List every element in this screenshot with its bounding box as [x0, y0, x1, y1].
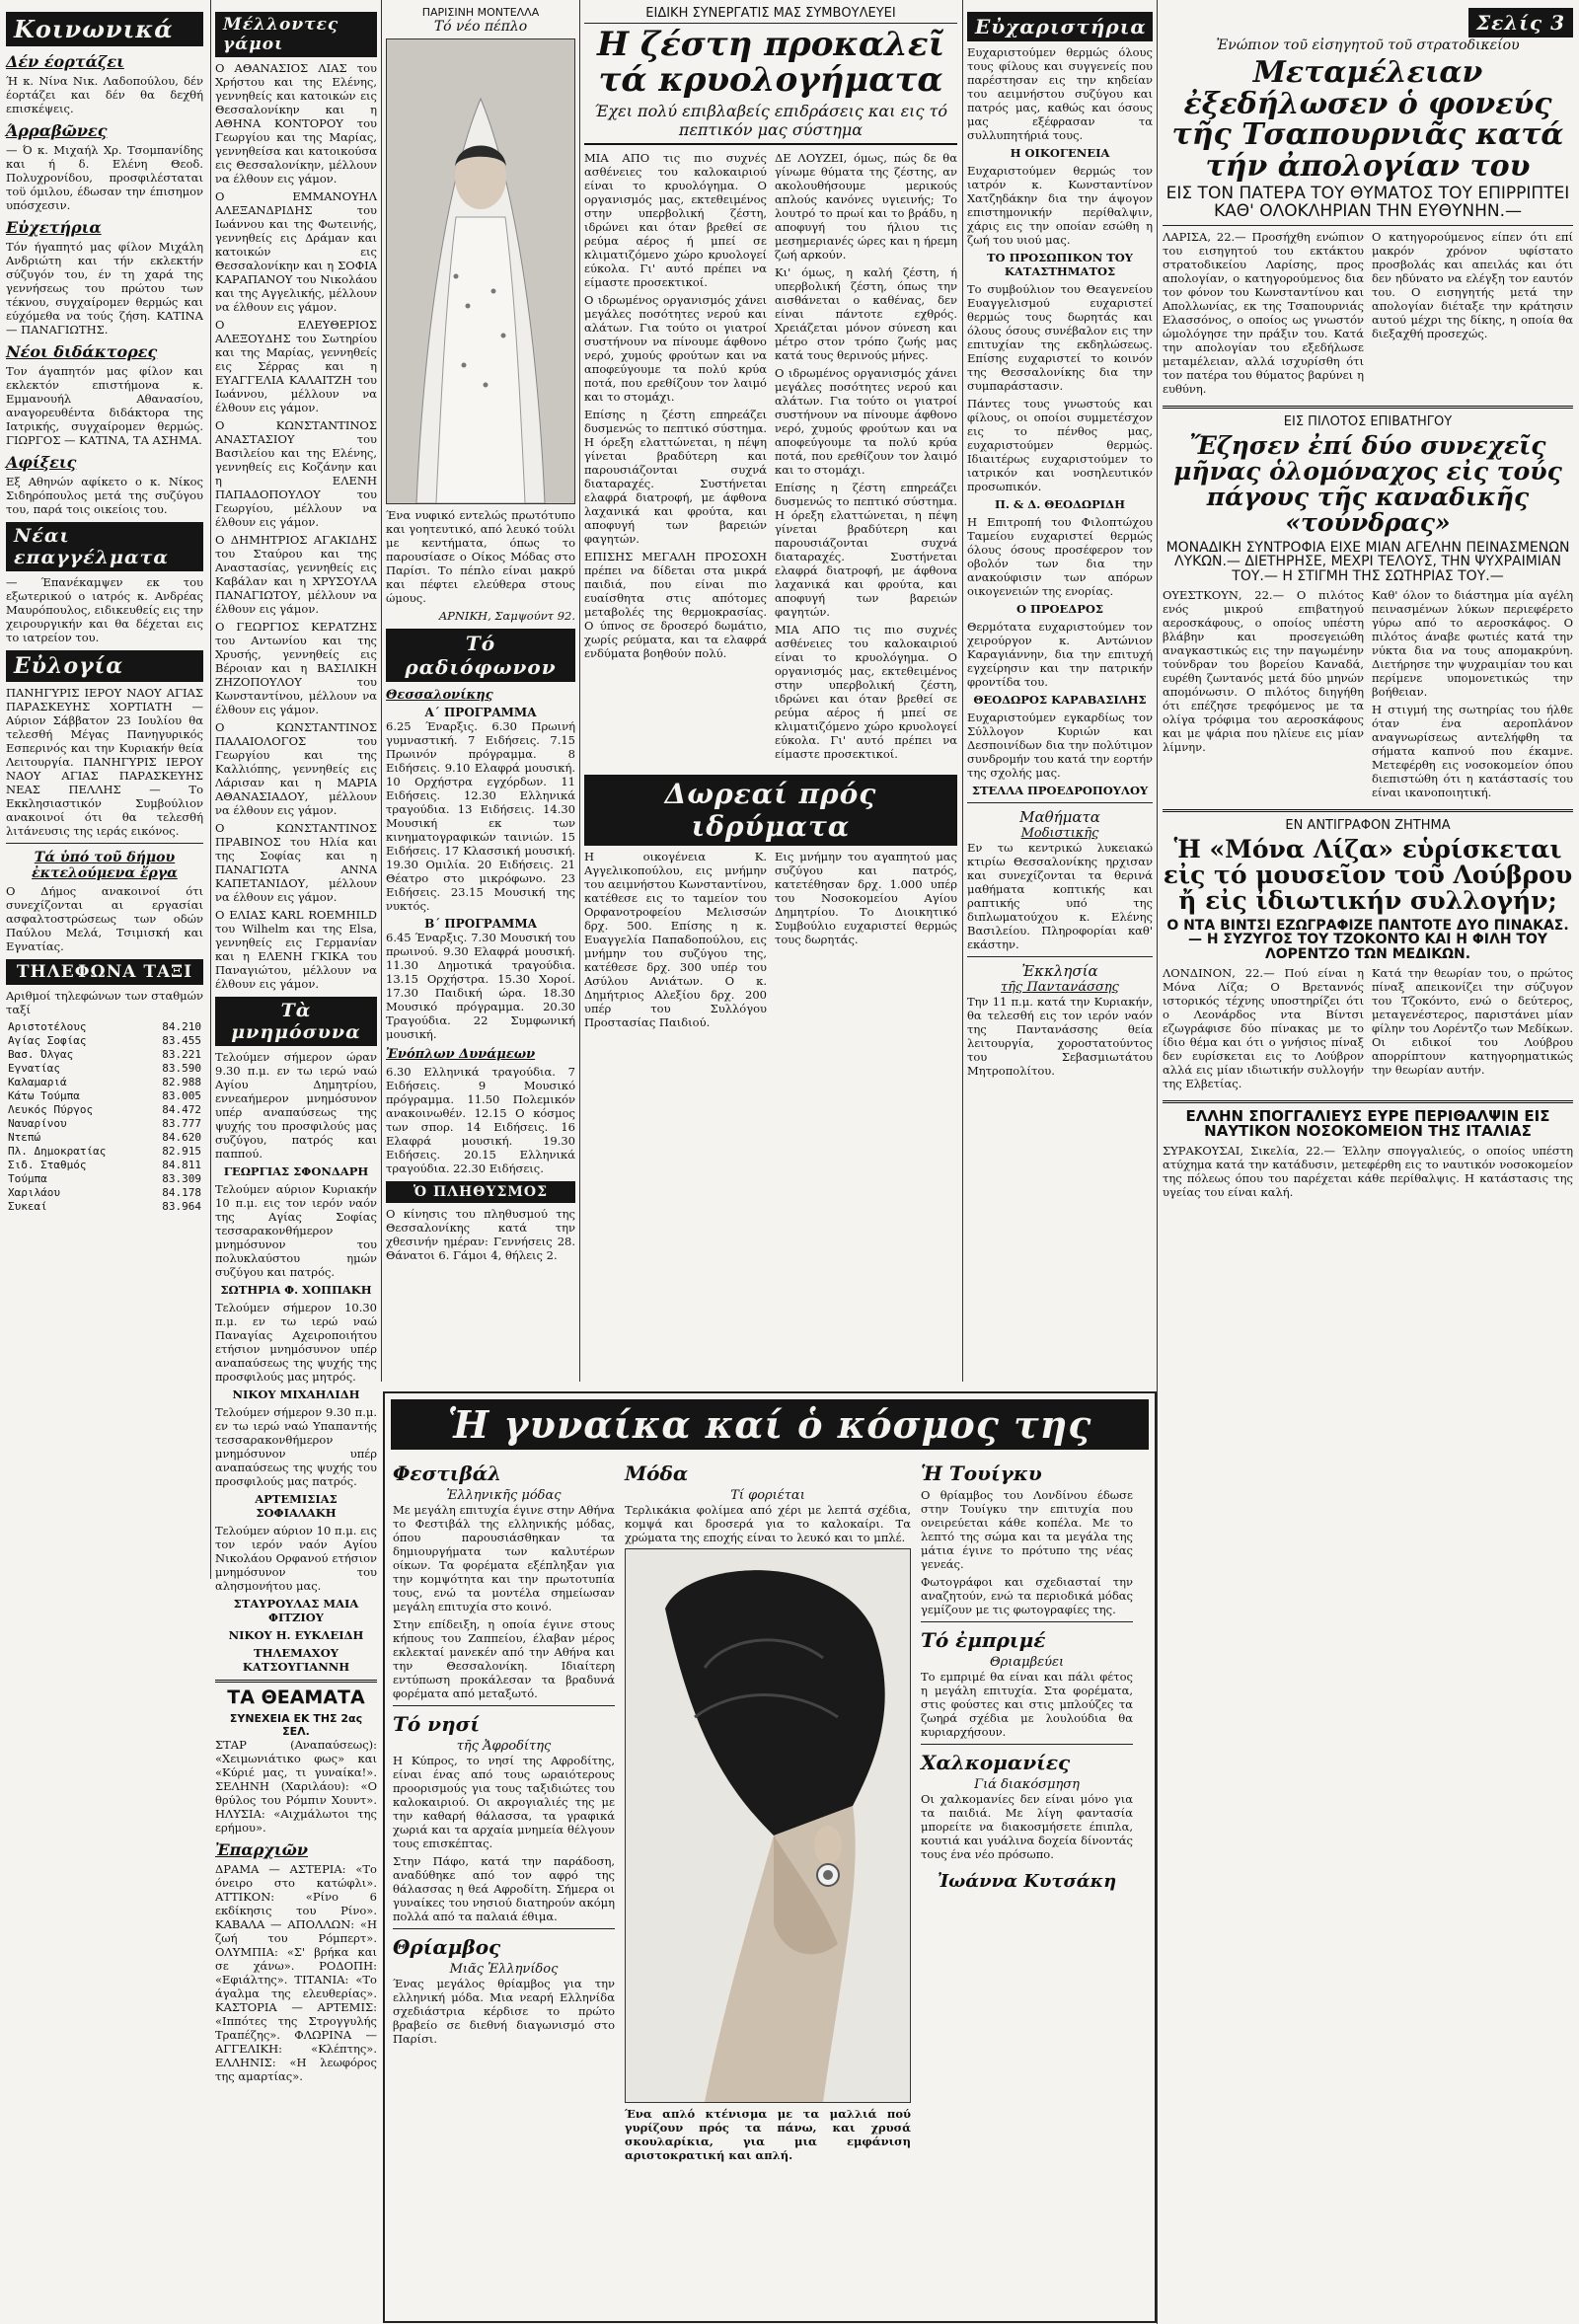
subheading: Ἡ Τουίγκυ: [921, 1462, 1042, 1485]
article-text: ΣΥΡΑΚΟΥΣΑΙ, Σικελία, 22.— Έλλην σπογγαλιεύς, ο οποίος υπέστη ατύχημα κατά την κατάδυσιν, μετεφέρθη εις το ναυτικόν νοσοκομείον της πόλεως όπου του παρέχεται κάθε περίθαλψις. Η κατάστασις της υγείας του είναι καλή.: [1163, 1144, 1573, 1200]
page-number-tag: Σελίς 3: [1468, 8, 1573, 37]
subheading: Τά ὑπό τοῦ δήμου ἐκτελούμενα ἔργα: [32, 850, 178, 881]
article-text: Ο Δήμος ανακοινοί ότι συνεχίζονται αι εργασίαι ασφαλτοστρώσεως των οδών Παύλου Μελά, Τσιμισκή και Εγνατίας.: [6, 884, 203, 953]
notice-text: Ο ΕΛΕΥΘΕΡΙΟΣ ΑΛΕΞΟΥΔΗΣ του Σωτηρίου και της Μαρίας, γεννηθείς εις Σέρρας και η ΕΥΑΓΓΕΛΙΑ ΚΑΛΑΙΤΖΗ του Ιωάννου, μέλλουν να έλθουν εις γάμον.: [215, 318, 377, 414]
kicker: ΕΙΔΙΚΗ ΣΥΝΕΡΓΑΤΙΣ ΜΑΣ ΣΥΜΒΟΥΛΕΥΕΙ: [584, 6, 957, 24]
section-heading: Εὐχαριστήρια: [967, 12, 1153, 41]
author-byline: Ἰωάννα Κυτσάκη: [937, 1871, 1117, 1892]
deck: Έχει πολύ επιβλαβείς επιδράσεις και εις τό πεπτικόν μας σύστημα: [584, 102, 957, 145]
notice-text: Ο ΕΛΙΑΣ KARL ROEMHILD του Wilhelm και της Elsa, γεννηθείς εις Γερμανίαν και η ΕΛΕΝΗ ΓΚΙΚΑ του Παναγιώτου, μέλλουν να έλθουν εις γάμον.: [215, 908, 377, 991]
memorial-text: Τελούμεν αύριον 10 π.μ. εις τον ιερόν ναόν Αγίου Νικολάου Ορφανού ετήσιον μνημόσυνον του αλησμονήτου μας.: [215, 1524, 377, 1593]
article-text: Ο ιδρωμένος οργανισμός χάνει μεγάλες ποσότητες νερού και αλάτων. Για τούτο οι γιατροί συστήνουν να πίνουμε άφθονο νερό, χυμούς φρούτων και να αποφεύγουμε τα πολύ κρύα ποτά, που ερεθίζουν τον λαιμό και το στομάχι.: [584, 293, 767, 405]
headline: Ἔζησεν ἐπί δύο συνεχεῖς μῆνας ὁλομόναχος εἰς τούς πάγους τῆς καναδικῆς «τούνδρας»: [1173, 430, 1562, 538]
photo-caption: Ένα νυφικό εντελώς πρωτότυπο και γοητευτικό, από λευκό τούλι με κεντήματα, όπως το παρουσίασε ο Οίκος Μόδας στο Παρίσι. Το πέπλο είναι μακρύ και πέφτει ελεύθερα στους ώμους.: [386, 508, 575, 605]
taxi-station-name: Κάτω Τούμπα: [8, 1089, 80, 1102]
bride-veil-illustration: [387, 39, 574, 503]
memorial-text: Τελούμεν σήμερον ώραν 9.30 π.μ. εν τω ιερώ ναώ Αγίου Δημητρίου, εννεαήμερον μνημόσυνον υπέρ αναπαύσεως της ψυχής του προσφιλούς μας συζύγου, πατρός και παππού.: [215, 1050, 377, 1161]
section-heading: ΤΑ ΘΕΑΜΑΤΑ: [227, 1687, 365, 1708]
article-text: ΟΥΕΣΤΚΟΥΝ, 22.— Ο πιλότος ενός μικρού επιβατηγού αεροσκάφους, ο οποίος υπέστη βλάβην και προσεγειώθη αναγκαστικώς εις την παγωμένην τούνδραν του βορείου Καναδά, ευρέθη ζωντανός μετά δύο μηνών απομόνωσιν. Ο πιλότος διηγήθη ότι επέζησε τρεφόμενος με τα ολίγα τρόφιμα του αεροσκάφους και με ψάρια που ηλίευε εις μίαν λίμνην.: [1163, 587, 1364, 754]
memorial-text: Τελούμεν σήμερον 9.30 π.μ. εν τω ιερώ ναώ Υπαπαντής τεσσαρακονθήμερον μνημόσυνον υπέρ αναπαύσεως της ψυχής του προσφιλούς μας πατρός.: [215, 1405, 377, 1488]
taxi-phone-row: [6, 1131, 203, 1145]
memorial-name: ΝΙΚΟΥ Η. ΕΥΚΛΕΙΔΗ: [228, 1628, 364, 1642]
column-divider: [579, 0, 580, 1382]
memorial-name: ΝΙΚΟΥ ΜΙΧΑΗΛΙΔΗ: [232, 1387, 360, 1401]
taxi-phone-row: [6, 1020, 203, 1034]
radio-schedule: 6.25 Έναρξις. 6.30 Πρωινή γυμναστική. 7 Ειδήσεις. 7.15 Πρωινόν πρόγραμμα. 8 Ειδήσεις. 9.10 Ελαφρά μουσική. 10 Ορχήστρα εγχόρδων. 11 Ειδήσεις. 12.30 Ελληνικά τραγούδια. 13 Ειδήσεις. 14.30 Μουσική εκ των κινηματογραφικών ταινιών. 15 Ειδήσεις. 17 Κλασσική μουσική. 19.30 Ομιλία. 20 Ειδήσεις. 21 Θέατρο στο μικρόφωνο. 23 Ειδήσεις. 23.15 Μουσική της νυκτός.: [386, 719, 575, 913]
taxi-station-name: Αριστοτέλους: [8, 1020, 87, 1033]
subheading: Αφίξεις: [6, 453, 77, 472]
taxi-phone-number: 84.811: [162, 1159, 201, 1171]
memorial-name: ΓΕΩΡΓΙΑΣ ΣΦΟΝΔΑΡΗ: [223, 1164, 369, 1178]
column-divider: [210, 0, 211, 1579]
thanks-text: Το συμβούλιον του Θεαγενείου Ευαγγελισμού ευχαριστεί θερμώς τους δωρητάς και όλους όσους συνέβαλον εις την επιτυχίαν της εκδηλώσεως. Επίσης ευχαριστεί το κοινόν της Θεσσαλονίκης δια την συμπαράστασιν.: [967, 282, 1153, 393]
article-text: Κατά την θεωρίαν του, ο πρώτος πίναξ απεικονίζει την σύζυγον του Τζοκόντο, ενώ ο δεύτερος, μεταγενέστερος, παριστάνει μίαν φίλην του Λορέντζο των Μεδίκων. Οι ειδικοί του Λούβρου απορρίπτουν κατηγορηματικώς την θεωρίαν αυτήν.: [1372, 965, 1573, 1077]
taxi-phone-row: [6, 1200, 203, 1214]
thanks-signature: Η ΟΙΚΟΓΕΝΕΙΑ: [1010, 146, 1110, 160]
thanks-signature: ΘΕΟΔΩΡΟΣ ΚΑΡΑΒΑΣΙΛΗΣ: [973, 693, 1147, 707]
article-text: Η Κύπρος, το νησί της Αφροδίτης, είναι ένας από τους ωραιότερους προορισμούς για τους ταξιδιώτες του καλοκαιριού. Οι ακρογιαλιές της με την καθαρή θάλασσα, τα γραφικά χωριά και τα αρχαία μνημεία θέλγουν τους επισκέπτας.: [393, 1754, 615, 1850]
article-text: Εν τω κεντρικώ λυκειακώ κτιρίω Θεσσαλονίκης ηρχισαν και συνεχίζονται τα θερινά μαθήματα κοπτικής και ραπτικής υπό της διπλωματούχου κ. Ελένης Βασιλείου. Πληροφορίαι καθ' εκάστην.: [967, 841, 1153, 951]
column-news: [1163, 0, 1573, 1203]
bride-photo: [386, 38, 575, 504]
article-text: Η οικογένεια Κ. Αγγελικοπούλου, εις μνήμην του αειμνήστου Κωνσταντίνου, κατέθεσε εις το ταμείον του Ορφανοτροφείου Μελισσών δρχ. 500. Επίσης η κ. Ευαγγελία Παπαδοπούλου, εις μνήμην του συζύγου της, κατέθεσε δρχ. 300 υπέρ του Ασύλου Ανιάτων. Ο κ. Δημήτριος Αλεξίου δρχ. 200 υπέρ του Συλλόγου Προστασίας Παιδιού.: [584, 850, 767, 1030]
thanks-text: Θερμότατα ευχαριστούμεν τον χειρούργον κ. Αντώνιον Καραγιάννην, δια την επιτυχή εγχείρησιν και την πατρικήν φροντίδα του.: [967, 620, 1153, 689]
article-text: ΛΟΝΔΙΝΟΝ, 22.— Πού είναι η Μόνα Λίζα; Ο Βρεταννός ιστορικός τέχνης υποστηρίζει ότι ο Λεονάρδος ντα Βίντσι εζωγράφισε δύο πίνακας με το ίδιο θέμα και ότι ο γνήσιος πίναξ δεν ευρίσκεται εις το Λούβρον αλλά εις μίαν ιδιωτικήν συλλογήν της Ελβετίας.: [1163, 965, 1364, 1090]
column-thanks: [967, 0, 1153, 1082]
woman-hairstyle-illustration: [626, 1549, 910, 2102]
photo-credit: ΑΡΝΙΚΗ, Σαμψούντ 92.: [438, 609, 575, 623]
taxi-phone-row: [6, 1103, 203, 1117]
subheading: Ἐνόπλων Δυνάμεων: [386, 1047, 536, 1062]
taxi-phone-row: [6, 1034, 203, 1048]
subheading: Μαθήματα: [1019, 808, 1100, 826]
subheading: τῆς Παντανάσσης: [1001, 980, 1119, 995]
article-text: Τόν ήγαπητό μας φίλον Μιχάλη Ανδριώτη και τήν εκλεκτήν σύζυγόν του, έν τη χαρά της γεννήσεως του πρώτου των τέκνου, συγχαίρομεν θερμώς και εύχόμεθα να τούς ζήση. ΚΑΤΙΝΑ — ΠΑΝΑΓΙΩΤΗΣ.: [6, 240, 203, 337]
thanks-signature: Ο ΠΡΟΕΔΡΟΣ: [1015, 602, 1104, 616]
article-text: Με μεγάλη επιτυχία έγινε στην Αθήνα το Φεστιβάλ της ελληνικής μόδας, όπου παρουσιάσθηκαν τα δημιουργήματα των καλυτέρων οίκων. Τα φορέματα εξέπληξαν για την κομψότητα και την πρωτοτυπία τους, ενώ τα μοντέλα σημείωσαν μεγάλη επιτυχία στο κοινό.: [393, 1503, 615, 1613]
subheading: Ἑλληνικῆς μόδας: [446, 1488, 562, 1503]
thanks-text: Η Επιτροπή του Φιλοπτώχου Ταμείου ευχαριστεί θερμώς όλους όσους προσέφερον τον οβολόν των δια την ανακούφισιν των απόρων οικογενειών της ενορίας.: [967, 515, 1153, 598]
taxi-phone-number: 83.005: [162, 1089, 201, 1102]
taxi-phone-row: [6, 1076, 203, 1089]
thanks-text: Ευχαριστούμεν εγκαρδίως τον Σύλλογον Κυριών και Δεσποινίδων δια την πολύτιμον συνδρομήν του κατά την εορτήν της σχολής μας.: [967, 711, 1153, 780]
taxi-station-name: Εγνατίας: [8, 1062, 60, 1075]
subheading: Χαλκομανίες: [921, 1751, 1071, 1774]
taxi-station-name: Καλαμαριά: [8, 1076, 67, 1088]
article-text: Ή κ. Νίνα Νικ. Λαδοπούλου, δέν έορτάζει και δέν θα δεχθή επισκέψεις.: [6, 74, 203, 115]
subheading: Μοδιστικῆς: [1020, 826, 1099, 841]
thanks-signature: Π. & Δ. ΘΕΟΔΩΡΙΔΗ: [995, 497, 1125, 511]
column-radio: [386, 0, 575, 1266]
taxi-station-name: Χαριλάου: [8, 1186, 60, 1199]
article-text: Εξ Αθηνών αφίκετο ο κ. Νίκος Σιδηρόπουλος μετά της συζύγου του, παρά τοις οικείοις του.: [6, 475, 203, 516]
deck: ΜΟΝΑΔΙΚΗ ΣΥΝΤΡΟΦΙΑ ΕΙΧΕ ΜΙΑΝ ΑΓΕΛΗΝ ΠΕΙΝΑΣΜΕΝΩΝ ΛΥΚΩΝ.— ΔΙΕΤΗΡΗΣΕ, ΜΕΧΡΙ ΤΕΛΟΥΣ, ΤΗΝ ΨΥΧΡΑΙΜΙΑΝ ΤΟΥ.— Η ΣΤΙΓΜΗ ΤΗΣ ΣΩΤΗΡΙΑΣ ΤΟΥ.—: [1165, 539, 1570, 585]
taxi-phone-number: 82.915: [162, 1145, 201, 1158]
article-text: ΜΙΑ ΑΠΟ τις πιο συχνές ασθένειες του καλοκαιριού είναι το κρυολόγημα. Ο οργανισμός μας, εκτεθειμένος στην υπερβολική ζέστη, ιδρώνει και όταν βρεθεί σε ρεύμα αέρος ή μπεί σε κλιματιζόμενο χώρο κρυολογεί εύκολα. Γι' αυτό πρέπει να είμαστε προσεκτικοί.: [775, 623, 957, 762]
notice-text: Ο ΔΗΜΗΤΡΙΟΣ ΑΓΑΚΙΔΗΣ του Σταύρου και της Αναστασίας, γεννηθείς εις Καβάλαν και η ΧΡΥΣΟΥΛΑ ΠΑΝΑΓΙΩΤΟΥ, μέλλουν να έλθουν εις γάμον.: [215, 533, 377, 616]
article-text: Ο θρίαμβος του Λονδίνου έδωσε στην Τουίγκυ την επιτυχία που ονειρεύεται κάθε κοπέλα. Με το λεπτό της σώμα και τα μεγάλα της μάτια έγινε το πρότυπο της νέας γενεάς.: [921, 1488, 1133, 1571]
taxi-station-name: Συκεαί: [8, 1200, 47, 1213]
taxi-phone-row: [6, 1186, 203, 1200]
memorial-text: Τελούμεν σήμερον 10.30 π.μ. εν τω ιερώ ναώ Παναγίας Αχειροποιήτου ετήσιον μνημόσυνον υπέρ αναπαύσεως της ψυχής της προσφιλούς μας μητρός.: [215, 1301, 377, 1384]
taxi-phone-number: 83.590: [162, 1062, 201, 1075]
article-text: Την 11 π.μ. κατά την Κυριακήν, θα τελεσθή εις τον ιερόν ναόν της Παντανάσσης θεία λειτουργία, χοροστατούντος του Σεβασμιωτάτου Μητροπολίτου.: [967, 995, 1153, 1078]
article-text: ΕΠΙΣΗΣ ΜΕΓΑΛΗ ΠΡΟΣΟΧΗ πρέπει να δίδεται στα μικρά παιδιά, που είναι πιο ευαίσθητα στις απότομες μεταβολές της θερμοκρασίας. Ο ύπνος σε δροσερό δωμάτιο, χωρίς ρεύματα, και τα ελαφρά ενδύματα βοηθούν πολύ.: [584, 550, 767, 661]
section-heading: Κοινωνικά: [6, 12, 203, 46]
section-heading: Τό ραδιόφωνον: [386, 629, 575, 682]
photo-caption: Ένα απλό κτένισμα με τα μαλλιά πού γυρίζουν πρός τα πάνω, και χρυσά σκουλαρίκια, για μια εμφάνιση αριστοκρατική και απλή.: [625, 2107, 911, 2162]
article-text: Τον άγαπητόν μας φίλον και εκλεκτόν επιστήμονα κ. Εμμανουήλ Αθανασίου, αναγορευθέντα διδάκτορα της Ιατρικής, συγχαίρομεν θερμώς. ΓΙΩΡΓΟΣ — ΚΑΤΙΝΑ, ΤΑ ΑΣΗΜΑ.: [6, 364, 203, 447]
headline: Μεταμέλειαν ἐξεδήλωσεν ὁ φονεύς τῆς Τσαπουρνιᾶς κατά τήν ἀπολογίαν του: [1171, 55, 1564, 184]
taxi-phone-row: [6, 1048, 203, 1062]
notice-text: Ο ΓΕΩΡΓΙΟΣ ΚΕΡΑΤΖΗΣ του Αντωνίου και της Χρυσής, γεννηθείς εις Βέροιαν και η ΒΑΣΙΛΙΚΗ ΖΗΖΟΠΟΥΛΟΥ του Κωνσταντίνου, μέλλουν να έλθουν εις γάμον.: [215, 620, 377, 716]
subheading: ΣΥΝΕΧΕΙΑ ΕΚ ΤΗΣ 2ας ΣΕΛ.: [229, 1711, 363, 1738]
article-text: Η στιγμή της σωτηρίας του ήλθε όταν ένα αεροπλάνον αναγνωρίσεως αντελήφθη τα σήματα καπνού που έκαμνε. Μετεφέρθη εις νοσοκομείον όπου διεπιστώθη ότι η κατάστασίς του είναι ικανοποιητική.: [1372, 702, 1573, 799]
article-text: Επίσης η ζέστη επηρεάζει δυσμενώς το πεπτικό σύστημα. Η όρεξη ελαττώνεται, η πέψη γίνεται βραδύτερη και παρουσιάζονται συχνά διαταραχές. Συστήνεται ελαφρά διατροφή, με άφθονα λαχανικά και φρούτα, και αποφυγή των βαρειών φαγητών.: [775, 481, 957, 620]
subheading: Τό ἐμπριμέ: [921, 1628, 1046, 1652]
taxi-station-name: Αγίας Σοφίας: [8, 1034, 87, 1047]
article-text: ΔΕ ΛΟΥΖΕΙ, όμως, πώς δε θα γίνωμε θύματα της ζέστης, αν ακολουθήσουμε μερικούς απλούς κανόνες υγιεινής; Το λουτρό το πρωί και το βράδυ, η αποφυγή του ήλιου τις μεσημεριανές ώρες και η ήρεμη ζωή αρκούν.: [775, 151, 957, 262]
notice-text: Ο ΚΩΝΣΤΑΝΤΙΝΟΣ ΑΝΑΣΤΑΣΙΟΥ του Βασιλείου και της Ελένης, γεννηθείς εις Κοζάνην και η ΕΛΕΝΗ ΠΑΠΑΔΟΠΟΥΛΟΥ του Γεωργίου, μέλλουν να έλθουν εις γάμον.: [215, 418, 377, 529]
taxi-station-name: Τούμπα: [8, 1172, 47, 1185]
taxi-station-name: Βασ. Όλγας: [8, 1048, 74, 1061]
article-text: Ο ιδρωμένος οργανισμός χάνει μεγάλες ποσότητες νερού και αλάτων. Για τούτο οι γιατροί συστήνουν να πίνουμε άφθονο νερό, χυμούς φρούτων και να αποφεύγουμε τα πολύ κρύα ποτά, που ερεθίζουν τον λαιμό και το στομάχι.: [775, 366, 957, 478]
notice-text: Ο ΚΩΝΣΤΑΝΤΙΝΟΣ ΠΡΑΒΙΝΟΣ του Ηλία και της Σοφίας και η ΠΑΝΑΓΙΩΤΑ ΑΝΝΑ ΚΑΠΕΤΑΝΙΔΟΥ, μέλλουν να έλθουν εις γάμον.: [215, 821, 377, 904]
thanks-signature: ΤΟ ΠΡΟΣΩΠΙΚΟΝ ΤΟΥ ΚΑΤΑΣΤΗΜΑΤΟΣ: [986, 251, 1134, 278]
taxi-station-name: Σιδ. Σταθμός: [8, 1159, 87, 1171]
section-heading: Τὰ μνημόσυνα: [215, 997, 377, 1046]
taxi-phone-number: 84.620: [162, 1131, 201, 1144]
article-text: ΛΑΡΙΣΑ, 22.— Προσήχθη ενώπιον του εισηγητού του εκτάκτου στρατοδικείου Λαρίσης, προς απολογίαν, ο κατηγορούμενος δια τον φόνον του Κωνσταντίνου και Απολλωνίας, εκ της Τσαπουρνιάς Ελασσόνος, ο οποίος ως γνωστόν ώμολόγησε την πράξιν του. Κατά την απολογίαν του εξεδήλωσε μεταμέλειαν, αλλά ισχυρίσθη ότι τον πατέρα του θύματος βαρύνει η ευθύνη.: [1163, 229, 1364, 396]
subheading: Φεστιβάλ: [393, 1462, 502, 1485]
deck: ΕΙΣ ΤΟΝ ΠΑΤΕΡΑ ΤΟΥ ΘΥΜΑΤΟΣ ΤΟΥ ΕΠΙΡΡΙΠΤΕΙ ΚΑΘ' ΟΛΟΚΛΗΡΙΑΝ ΤΗΝ ΕΥΘΥΝΗΝ.—: [1163, 186, 1573, 226]
thanks-text: Πάντες τους γνωστούς και φίλους, οι οποίοι συμμετέσχον εις το πένθος μας, ευχαριστούμεν θερμώς. Ιδιαιτέρως ευχαριστούμεν το ιατρικόν και νοσηλευτικόν προσωπικόν.: [967, 397, 1153, 493]
subheading: Άρραβῶνες: [6, 121, 108, 140]
headline: Ἡ «Μόνα Λίζα» εὑρίσκεται εἰς τό μουσεῖον τοῦ Λούβρου ἤ εἰς ἰδιωτικήν συλλογήν;: [1163, 834, 1573, 916]
cinema-text: ΣΤΑΡ (Αναπαύσεως): «Χειμωνιάτικο φως» και «Κύριέ μας, τι γυναίκα!». ΣΕΛΗΝΗ (Χαριλάου): «Ο θρύλος του Ρόμπιν Χουντ». ΗΛΥΣΙΑ: «Αιχμάλωτοι της ερήμου».: [215, 1737, 377, 1835]
subheading: Νέοι διδάκτορες: [6, 342, 158, 361]
photo-subtitle: Τό νέο πέπλο: [433, 19, 528, 35]
radio-schedule: 6.45 Έναρξις. 7.30 Μουσική του πρωινού. 9.30 Ελαφρά μουσική. 11.30 Δημοτικά τραγούδια. 13.15 Ορχήστρα. 15.30 Χοροί. 17.30 Παιδική ώρα. 18.30 Μουσικό πρόγραμμα. 20.30 Τραγούδια. 22 Συμφωνική μουσική.: [386, 931, 575, 1041]
kicker: Ἐνώπιον τοῦ εἰσηγητοῦ τοῦ στρατοδικείου: [1216, 37, 1520, 53]
article-text: Το εμπριμέ θα είναι και πάλι φέτος η μεγάλη επιτυχία. Στα φορέματα, στις φούστες και στις μπλούζες τα ζωηρά σχέδια με λουλούδια θα κυριαρχήσουν.: [921, 1670, 1133, 1739]
taxi-phone-row: [6, 1159, 203, 1172]
program-label: Β΄ ΠΡΟΓΡΑΜΜΑ: [424, 917, 537, 931]
notice-text: Ο ΕΜΜΑΝΟΥΗΛ ΑΛΕΞΑΝΔΡΙΔΗΣ του Ιωάννου και της Φωτεινής, γεννηθείς εις Δράμαν και κατοικών εις Θεσσαλονίκην και η ΣΟΦΙΑ ΚΑΡΑΠΑΝΟΥ του Νικολάου και της Αγγελικής, μέλλουν να έλθουν εις γάμον.: [215, 189, 377, 314]
taxi-note: Αριθμοί τηλεφώνων των σταθμών ταξί: [6, 989, 203, 1016]
taxi-station-name: Λευκός Πύργος: [8, 1103, 94, 1116]
subheading: Ἐπαρχιῶν: [215, 1839, 308, 1859]
kicker: ΕΙΣ ΠΙΛΟΤΟΣ ΕΠΙΒΑΤΗΓΟΥ: [1283, 413, 1453, 429]
article-text: ΠΑΝΗΓΥΡΙΣ ΙΕΡΟΥ ΝΑΟΥ ΑΓΙΑΣ ΠΑΡΑΣΚΕΥΗΣ ΧΟΡΤΙΑΤΗ — Αύριον Σάββατον 23 Ιουλίου θα τελεσθή Μέγας Πανηγυρικός Εσπερινός και την Κυριακήν θεία Λειτουργία. ΠΑΝΗΓΥΡΙΣ ΙΕΡΟΥ ΝΑΟΥ ΑΓΙΑΣ ΠΑΡΑΣΚΕΥΗΣ ΝΕΑΣ ΠΕΛΛΗΣ — Το Εκκλησιαστικόν Συμβούλιον ανακοινοί ότι θα τελεσθή λιτάνευσις της ιεράς εικόνος.: [6, 686, 203, 838]
taxi-phone-row: [6, 1172, 203, 1186]
article-text: Κι' όμως, η καλή ζέστη, ή υπερβολική ζέστη, όπως την αισθάνεται ο καθένας, δεν είναι πάντοτε εχθρός. Χρειάζεται μόνον σύνεση και μέτρο στον τρόπο ζωής μας κατά τους θερινούς μήνες.: [775, 265, 957, 363]
section-heading: Εὐλογία: [6, 650, 203, 682]
taxi-phone-row: [6, 1117, 203, 1131]
taxi-phone-number: 83.964: [162, 1200, 201, 1213]
taxi-phone-number: 84.210: [162, 1020, 201, 1033]
column-divider: [381, 0, 382, 1382]
thanks-signature: ΣΤΕΛΛΑ ΠΡΟΕΔΡΟΠΟΥΛΟΥ: [971, 784, 1149, 797]
taxi-station-name: Ναυαρίνου: [8, 1117, 67, 1130]
column-social: [6, 0, 203, 1214]
subheading: Θεσσαλονίκης: [386, 688, 493, 703]
taxi-phone-table: [6, 1020, 203, 1214]
cinema-text: ΔΡΑΜΑ — ΑΣΤΕΡΙΑ: «Το όνειρο στο κατώφλι». ΑΤΤΙΚΟΝ: «Ρίνο 6 εκδίκησις του Ρίνο». ΚΑΒΑΛΑ — ΑΠΟΛΛΩΝ: «Η ζωή του Ρόμπερτ». ΟΛΥΜΠΙΑ: «Σ' βρήκα και σε χάνω». ΡΟΔΟΠΗ: «Εφιάλτης». ΤΙΤΑΝΙΑ: «Το άγαλμα της ελευθερίας». ΚΑΣΤΟΡΙΑ — ΑΡΤΕΜΙΣ: «Ιππότες της Στρογγυλής Τραπέζης». ΦΛΩΡΙΝΑ — ΑΓΓΕΛΙΚΗ: «Κλέπτης». ΕΛΛΗΝΙΣ: «Η λεωφόρος της αμαρτίας».: [215, 1861, 377, 2083]
article-text: — Ό κ. Μιχαήλ Χρ. Τσομπανίδης και ή δ. Ελένη Θεοδ. Πολυχρονίδου, προσφιλέσταται τοϋ όμιλου, έδωσαν την έπισημον υπόσχεσιν.: [6, 143, 203, 212]
woman-section: [383, 1391, 1157, 2323]
article-text: Επίσης η ζέστη επηρεάζει δυσμενώς το πεπτικό σύστημα. Η όρεξη ελαττώνεται, η πέψη γίνεται βραδύτερη και παρουσιάζονται συχνά διαταραχές. Συστήνεται ελαφρά διατροφή, με άφθονα λαχανικά και φρούτα, και αποφυγή των βαρειών φαγητών.: [584, 408, 767, 547]
subheading: Γιά διακόσμηση: [974, 1777, 1080, 1792]
article-text: ΜΙΑ ΑΠΟ τις πιο συχνές ασθένειες του καλοκαιριού είναι το κρυολόγημα. Ο οργανισμός μας, εκτεθειμένος στην υπερβολική ζέστη, ιδρώνει και όταν βρεθεί σε ρεύμα αέρος ή μπεί σε κλιματιζόμενο χώρο κρυολογεί εύκολα. Γι' αυτό πρέπει να είμαστε προσεκτικοί.: [584, 151, 767, 290]
section-heading: Μέλλοντες γάμοι: [215, 12, 377, 57]
taxi-phone-number: 83.455: [162, 1034, 201, 1047]
woman-profile-photo: [625, 1548, 911, 2103]
headline: Η ζέστη προκαλεῖ τά κρυολογήματα: [596, 25, 945, 100]
taxi-phone-number: 84.178: [162, 1186, 201, 1199]
taxi-phones-heading: ΤΗΛΕΦΩΝΑ ΤΑΞΙ: [6, 959, 203, 985]
article-text: Καθ' όλον το διάστημα μία αγέλη πεινασμένων λύκων περιεφέρετο γύρω από το αεροσκάφος. Ο πιλότος άναβε φωτιές κατά την νύκτα δια να τους απομακρύνη. Διετήρησε την ψυχραιμίαν του και περίμενε υπομονετικώς την βοήθειαν.: [1372, 587, 1573, 699]
section-heading: Δωρεαί πρός ιδρύματα: [584, 775, 957, 846]
taxi-phone-number: 83.221: [162, 1048, 201, 1061]
subheading: Τό νησί: [393, 1712, 481, 1736]
radio-schedule: 6.30 Ελληνικά τραγούδια. 7 Ειδήσεις. 9 Μουσικό πρόγραμμα. 11.50 Πολεμικόν ανακοινωθέν. 12.15 Ο κόσμος των σπορ. 14 Ειδήσεις. 16 Ελαφρά μουσική. 19.30 Ειδήσεις. 20.15 Ελληνικά τραγούδια. 22.30 Ειδήσεις.: [386, 1065, 575, 1175]
subheading: τῆς Ἀφροδίτης: [456, 1739, 552, 1754]
deck: Ο ΝΤΑ ΒΙΝΤΣΙ ΕΖΩΓΡΑΦΙΖΕ ΠΑΝΤΟΤΕ ΔΥΟ ΠΙΝΑΚΑΣ.— Η ΣΥΖΥΓΟΣ ΤΟΥ ΤΖΟΚΟΝΤΟ ΚΑΙ Η ΦΙΛΗ ΤΟΥ ΛΟΡΕΝΤΖΟ ΤΩΝ ΜΕΔΙΚΩΝ.: [1166, 917, 1569, 962]
taxi-phone-number: 83.309: [162, 1172, 201, 1185]
program-label: Α΄ ΠΡΟΓΡΑΜΜΑ: [424, 706, 537, 719]
photo-kicker: ΠΑΡΙΣΙΝΗ ΜΟΝΤΕΛΛΑ: [421, 6, 540, 19]
subheading: Τί φοριέται: [730, 1488, 805, 1503]
section-heading: Νέαι επαγγέλματα: [6, 522, 203, 571]
article-text: Φωτογράφοι και σχεδιασταί την αναζητούν, ενώ τα περιοδικά μόδας γεμίζουν με τις φωτογραφίες της.: [921, 1575, 1133, 1616]
column-health: [584, 0, 957, 1033]
subheading: Εὐχετήρια: [6, 218, 102, 237]
taxi-station-name: Ντεπώ: [8, 1131, 41, 1144]
memorial-text: Τελούμεν αύριον Κυριακήν 10 π.μ. εις τον ιερόν ναόν της Αγίας Σοφίας τεσσαρακονθήμερον μνημόσυνον του πολυκλαύστου ημών συζύγου και πατρός.: [215, 1182, 377, 1279]
thanks-text: Ευχαριστούμεν θερμώς όλους τους φίλους και συγγενείς που παρέστησαν εις την κηδείαν του αειμνήστου συζύγου και πατρός μας, καθώς και όσους μας εξέφρασαν τα συλλυπητήριά τους.: [967, 45, 1153, 142]
article-text: Τερλικάκια φολίμεα από χέρι με λεπτά σχέδια, κομψά και δροσερά για το καλοκαίρι. Τα χρώματα της εποχής είναι το λευκό και το μπλέ.: [625, 1503, 911, 1544]
subheading: Μόδα: [625, 1462, 689, 1485]
headline: ΕΛΛΗΝ ΣΠΟΓΓΑΛΙΕΥΣ ΕΥΡΕ ΠΕΡΙΘΑΛΨΙΝ ΕΙΣ ΝΑΥΤΙΚΟΝ ΝΟΣΟΚΟΜΕΙΟΝ ΤΗΣ ΙΤΑΛΙΑΣ: [1185, 1106, 1550, 1141]
thanks-text: Ευχαριστούμεν θερμώς τον ιατρόν κ. Κωνσταντίνον Χατζηδάκην δια την άψογον επιστημονικήν περίθαλψιν, χάρις εις την οποίαν εσώθη η ζωή του υιού μας.: [967, 164, 1153, 247]
subheading: Ἐκκλησία: [1021, 962, 1098, 980]
notice-text: Ο ΚΩΝΣΤΑΝΤΙΝΟΣ ΠΑΛΑΙΟΛΟΓΟΣ του Γεωργίου και της Καλλιόπης, γεννηθείς εις Λάρισαν και η ΜΑΡΙΑ ΑΘΑΝΑΣΙΑΔΟΥ, μέλλουν να έλθουν εις γάμον.: [215, 720, 377, 817]
column-divider: [962, 0, 963, 1382]
column-divider: [1157, 0, 1158, 2324]
subheading: Δέν έορτάζει: [6, 52, 124, 71]
article-text: Ένας μεγάλος θρίαμβος για την ελληνική μόδα. Μια νεαρή Ελληνίδα σχεδιάστρια κέρδισε το πρώτο βραβείο σε διεθνή διαγωνισμό στο Παρίσι.: [393, 1977, 615, 2046]
memorial-name: ΑΡΤΕΜΙΣΙΑΣ ΣΟΦΙΑΛΑΚΗ: [255, 1492, 338, 1520]
subheading: Θρίαμβος: [393, 1935, 501, 1959]
memorial-name: ΤΗΛΕΜΑΧΟΥ ΚΑΤΣΟΥΓΙΑΝΝΗ: [242, 1646, 350, 1674]
memorial-name: ΣΩΤΗΡΙΑ Φ. ΧΟΠΠΑΚΗ: [220, 1283, 372, 1297]
taxi-phone-row: [6, 1062, 203, 1076]
taxi-phone-number: 82.988: [162, 1076, 201, 1088]
column-marriages: [215, 0, 377, 2087]
memorial-name: ΣΤΑΥΡΟΥΛΑΣ ΜΑΙΑ ΦΙΤΖΙΟΥ: [233, 1597, 359, 1624]
taxi-phone-number: 84.472: [162, 1103, 201, 1116]
kicker: ΕΝ ΑΝΤΙΓΡΑΦΟΝ ΖΗΤΗΜΑ: [1285, 817, 1451, 833]
subheading: Θριαμβεύει: [989, 1655, 1065, 1670]
woman-section-banner: Ἡ γυναίκα καί ὁ κόσμος της: [391, 1399, 1149, 1450]
taxi-phone-number: 83.777: [162, 1117, 201, 1130]
article-text: Στην Πάφο, κατά την παράδοση, αναδύθηκε από τον αφρό της θάλασσας η θεά Αφροδίτη. Σήμερα οι γυναίκες του νησιού διατηρούν ακόμη πολλά από τα παλαιά έθιμα.: [393, 1854, 615, 1923]
article-text: — Έπανέκαμψεν εκ του εξωτερικού ο ιατρός κ. Ανδρέας Μαυρόπουλος, ειδικευθείς εις την χειρουργικήν και θα δέχεται εις το ιατρείον του.: [6, 575, 203, 644]
subheading: Μιᾶς Ἑλληνίδος: [449, 1962, 559, 1977]
taxi-phone-row: [6, 1145, 203, 1159]
article-text: Εις μνήμην του αγαπητού μας συζύγου και πατρός, κατετέθησαν δρχ. 1.000 υπέρ του Νοσοκομείου Αγίου Δημητρίου. Το Διοικητικό Συμβούλιο ευχαριστεί θερμώς τους δωρητάς.: [775, 850, 957, 947]
section-heading: Ὁ ΠΛΗΘΥΣΜΟΣ: [386, 1181, 575, 1203]
taxi-station-name: Πλ. Δημοκρατίας: [8, 1145, 107, 1158]
taxi-phone-row: [6, 1089, 203, 1103]
article-text: Στην επίδειξη, η οποία έγινε στους κήπους του Ζαππείου, έλαβαν μέρος εκλεκταί μανεκέν από την Αθήνα και την Θεσσαλονίκη. Ιδιαίτερη εντύπωση προκάλεσαν τα βραδυνά φορέματα από μεταξωτό.: [393, 1617, 615, 1700]
notice-text: Ο ΑΘΑΝΑΣΙΟΣ ΛΙΑΣ του Χρήστου και της Ελένης, γεννηθείς και κατοικών εις Θεσσαλονίκην και η ΑΘΗΝΑ ΚΟΝΤΟΡΟΥ του Γεωργίου και της Μαρίας, γεννηθείσα και κατοικούσα εις Θεσσαλονίκην, μέλλουν να έλθουν εις γάμον.: [215, 61, 377, 186]
article-text: Οι χαλκομανίες δεν είναι μόνο για τα παιδιά. Με λίγη φαντασία μπορείτε να διακοσμήσετε έπιπλα, κουτιά και γυάλινα δοχεία δίνοντάς τους ένα νέο πρόσωπο.: [921, 1792, 1133, 1861]
population-text: Ο κίνησις του πληθυσμού της Θεσσαλονίκης κατά την χθεσινήν ημέραν: Γεννήσεις 28. Θάνατοι 6. Γάμοι 4, θήλεις 2.: [386, 1207, 575, 1262]
article-text: Ο κατηγορούμενος είπεν ότι επί μακρόν χρόνον υφίστατο προσβολάς και απειλάς και ότι δεν ηδύνατο να ελέγξη τον εαυτόν του. Ο εισηγητής μετά την απολογίαν διέταξε την κράτησιν αυτού μέχρι της δίκης, η οποία θα διεξαχθή προσεχώς.: [1372, 229, 1573, 340]
